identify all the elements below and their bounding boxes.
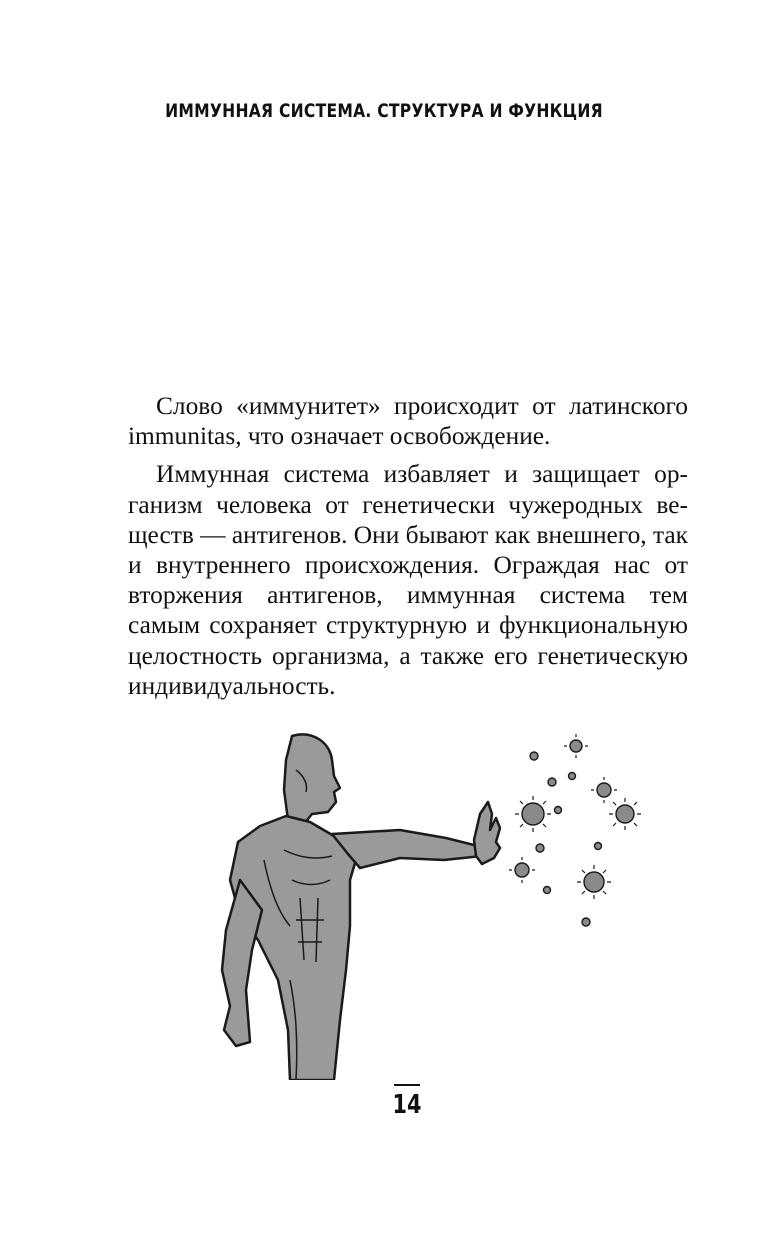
virus-particle bbox=[530, 752, 538, 760]
page-number-rule bbox=[394, 1084, 420, 1086]
virus-particle bbox=[536, 844, 544, 852]
paragraph-1: Слово «иммунитет» происходит от латинского immunitas, что означает освобождение. bbox=[128, 392, 688, 451]
virus-particle bbox=[584, 872, 604, 892]
paragraph-2: Иммунная система избавляет и защищает организм человека от генетически чужеродных веществ — антигенов. Они бывают как внешнего, так и внутреннего происхождения. Ограждая нас от вторжения антигенов, иммунная система тем самым сохраняет структурную и функциональную целостность организма, а также его генетическую индивидуальность. bbox=[128, 460, 688, 700]
virus-particle bbox=[544, 887, 551, 894]
virus-particle bbox=[569, 773, 576, 780]
human-figure-blocking-viruses-illustration bbox=[200, 730, 660, 1080]
virus-particle bbox=[597, 783, 611, 797]
virus-particle bbox=[570, 740, 582, 752]
running-title: ИММУННАЯ СИСТЕМА. СТРУКТУРА И ФУНКЦИЯ bbox=[165, 100, 603, 122]
virus-particles bbox=[515, 740, 634, 926]
virus-particle bbox=[522, 803, 544, 825]
virus-particle bbox=[515, 863, 529, 877]
page-number: 14 bbox=[392, 1090, 422, 1120]
body-text bbox=[128, 391, 688, 709]
virus-particle bbox=[555, 807, 562, 814]
human-figure bbox=[222, 734, 500, 1080]
virus-particle bbox=[548, 778, 556, 786]
virus-particle bbox=[616, 805, 634, 823]
virus-particle bbox=[595, 843, 602, 850]
virus-particle bbox=[582, 918, 590, 926]
